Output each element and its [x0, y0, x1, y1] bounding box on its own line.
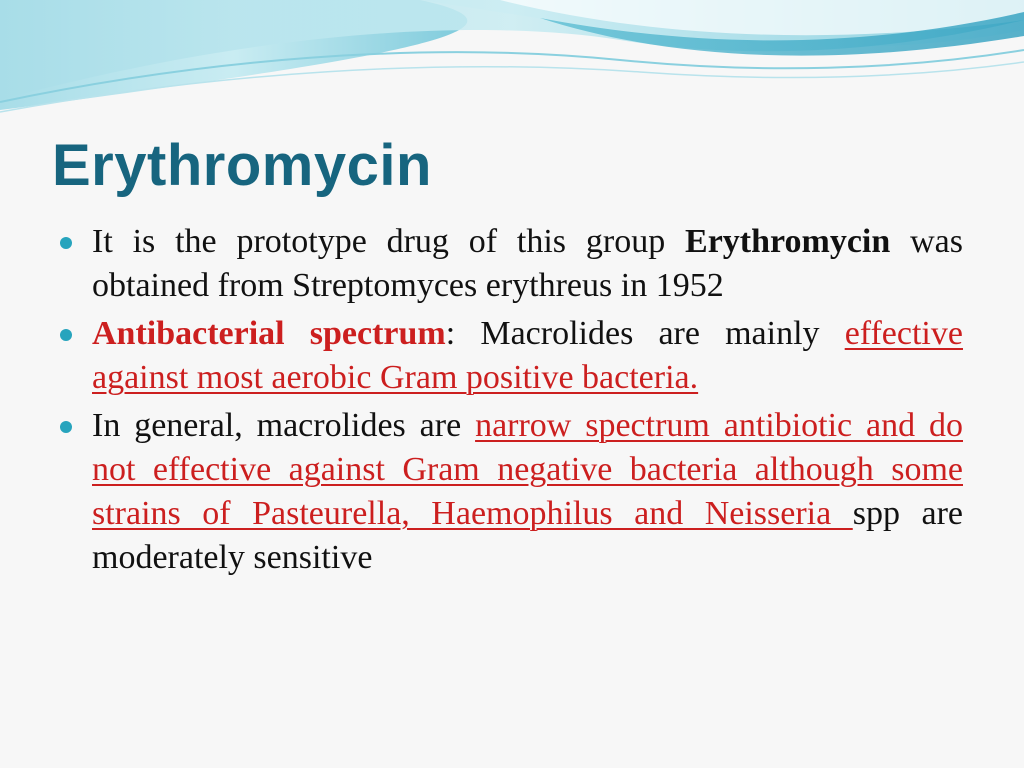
header-wave-decoration: [0, 0, 1024, 130]
bullet-item-1: [60, 220, 963, 308]
bullet-3-text: In general, macrolides are: [92, 407, 476, 444]
bullet-1-text-b: was obtained from Streptomyces erythreus in 1952: [92, 223, 963, 304]
bullet-1-text-a: It is the prototype drug of this group: [92, 223, 686, 260]
bullet-item-3: [60, 404, 963, 580]
bullet-icon: [60, 421, 72, 433]
bullet-2-text: : Macrolides are mainly: [445, 315, 845, 352]
bullet-2-bold-red: Antibacterial spectrum: [92, 315, 446, 352]
bullet-2-red-underlined: effective against most aerobic Gram positive bacteria.: [92, 315, 963, 396]
bullet-icon: [60, 237, 72, 249]
slide-title: Erythromycin: [52, 133, 432, 198]
bullet-1-bold: Erythromycin: [685, 223, 891, 260]
bullet-list: [60, 220, 963, 584]
bullet-icon: [60, 329, 72, 341]
bullet-item-2: [60, 312, 963, 400]
bullet-3-text-end: spp are moderately sensitive: [92, 495, 963, 576]
bullet-3-red-underlined: narrow spectrum antibiotic and do not effective against Gram negative bacteria although some strains of Pasteurella, Haemophilus and Neisseria: [92, 407, 963, 532]
